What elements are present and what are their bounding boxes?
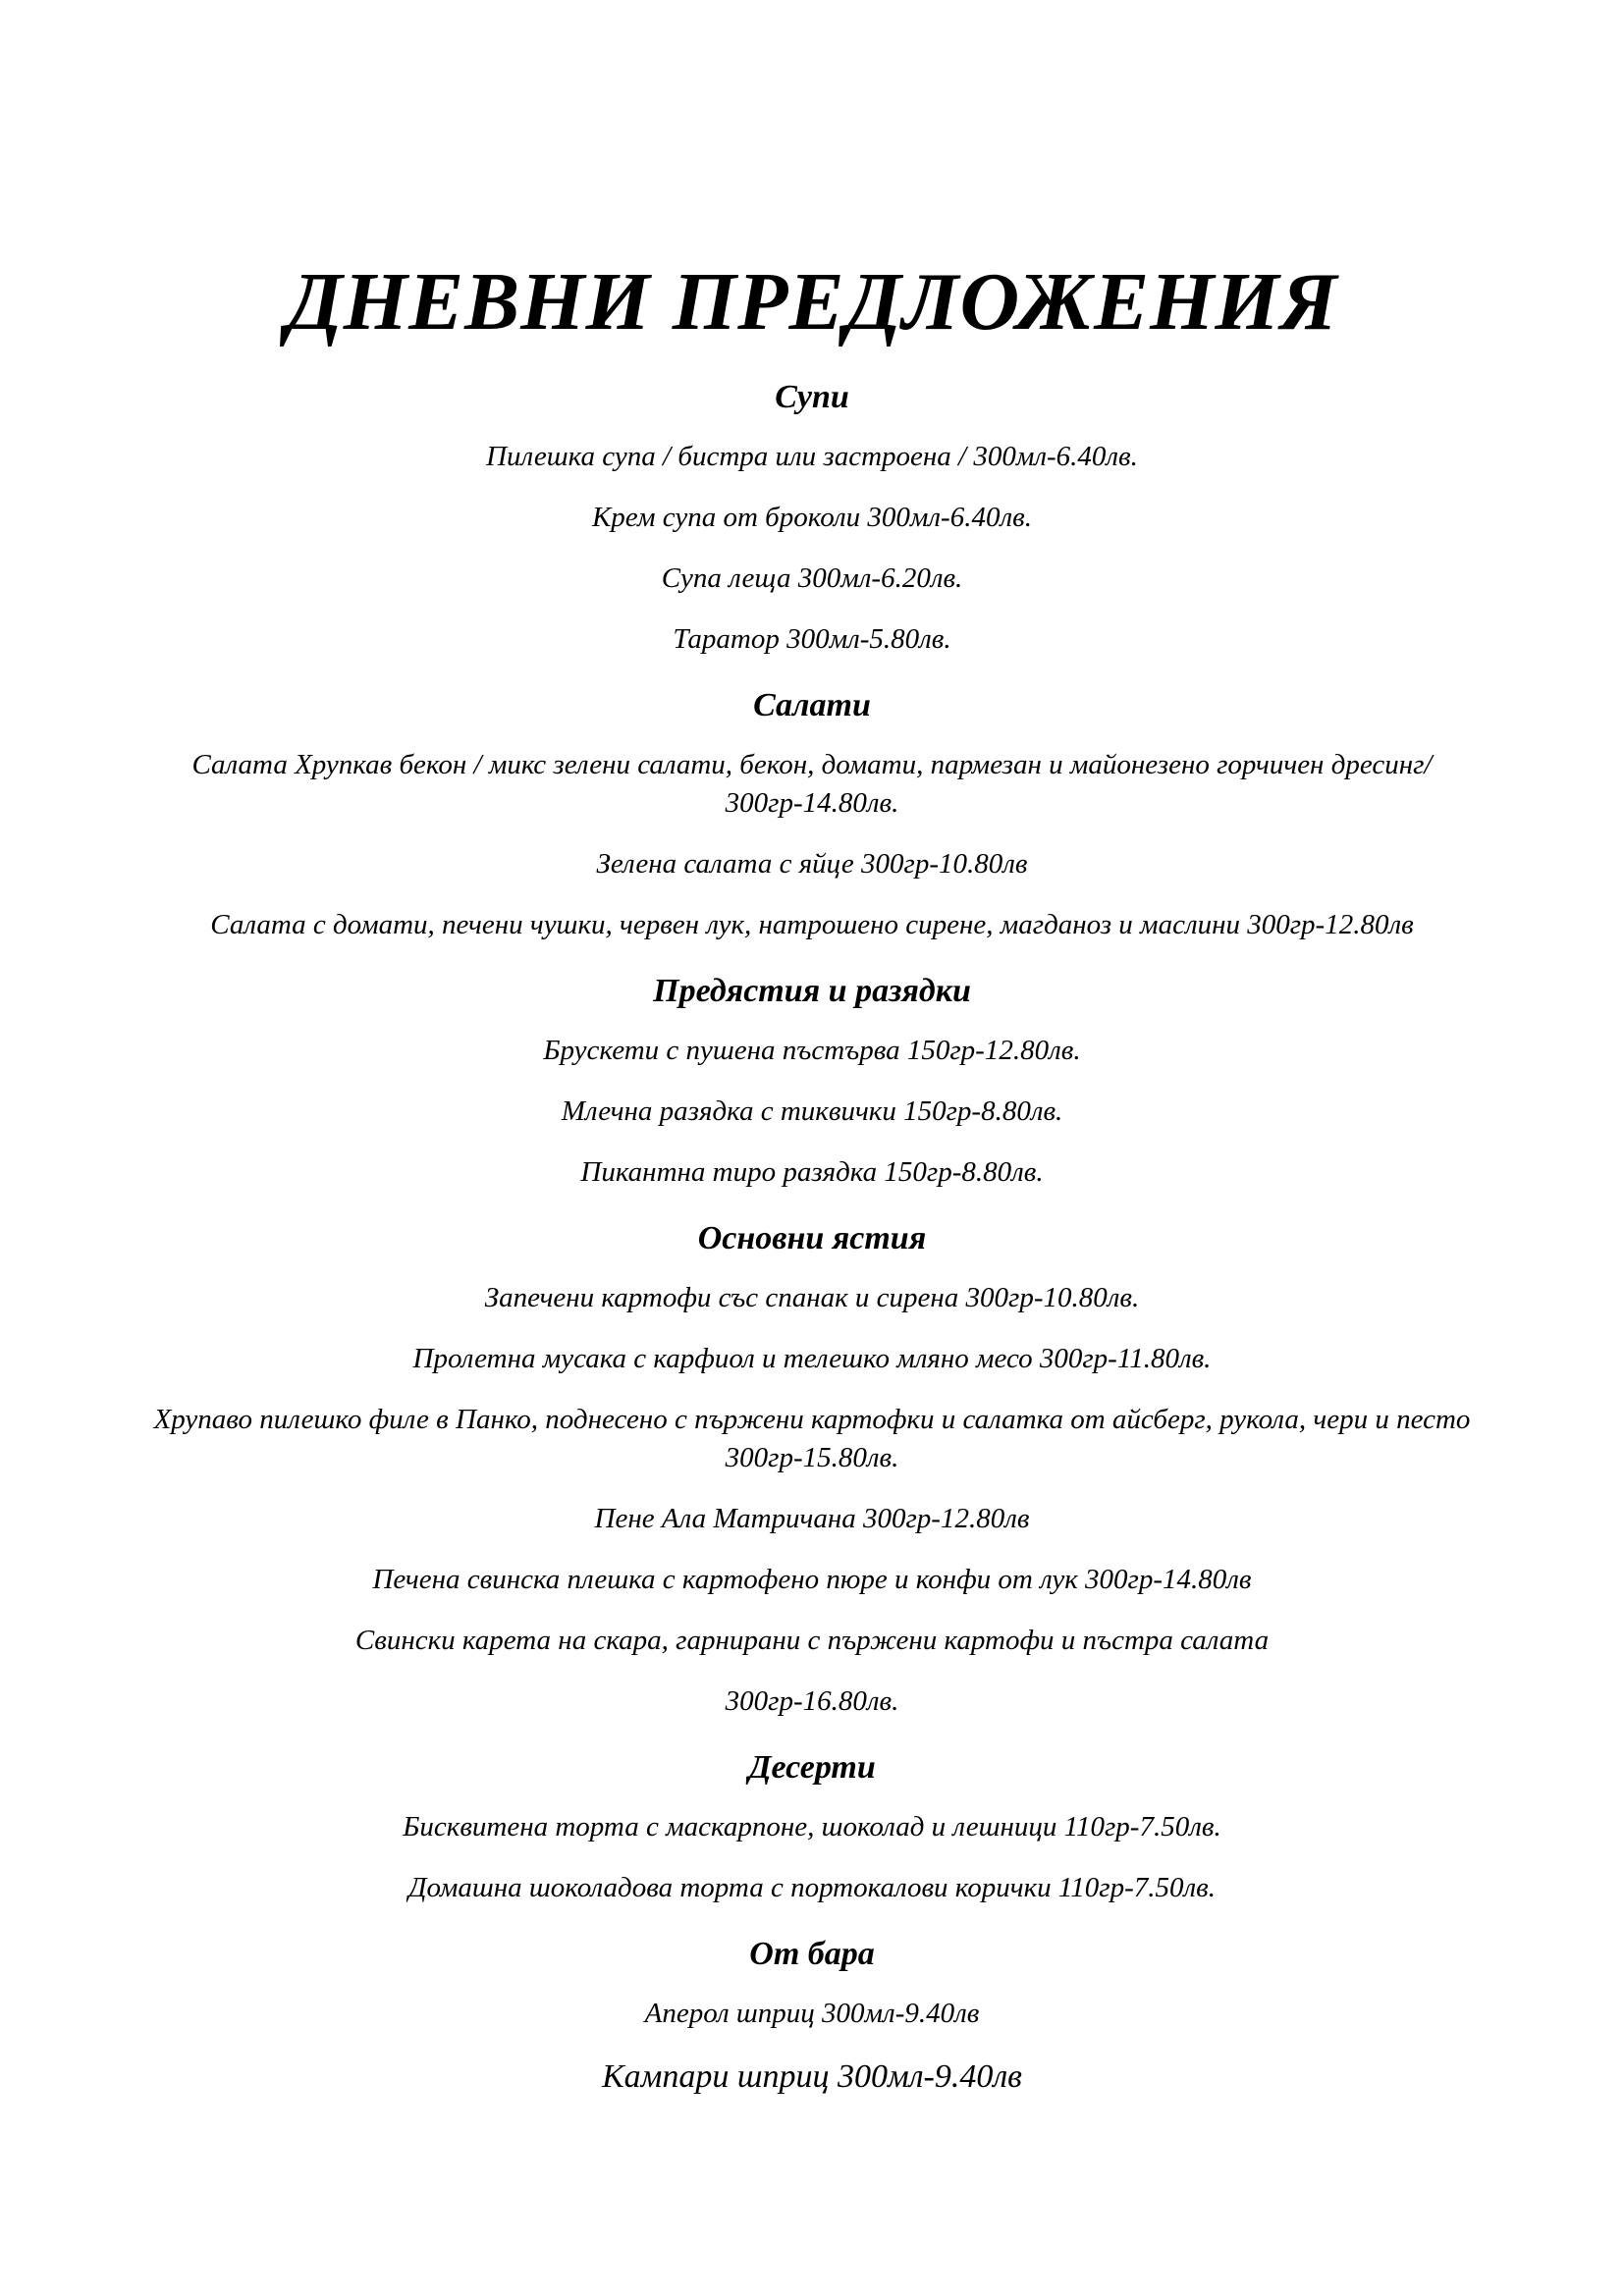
section-heading: Салати [753, 687, 871, 723]
menu-item: Печена свинска плешка с картофено пюре и конфи от лук 300гр-14.80лв [372, 1564, 1252, 1595]
menu-item: Млечна разядка с тиквички 150гр-8.80лв. [561, 1095, 1063, 1127]
section-heading: От бара [749, 1936, 875, 1972]
menu-item: Пролетна мусака с карфиол и телешко мляно месо 300гр-11.80лв. [412, 1343, 1212, 1374]
menu-item: Брускети с пушена пъстърва 150гр-12.80лв. [543, 1035, 1081, 1066]
menu-item: Салата с домати, печени чушки, червен лук, натрошено сирене, магданоз и маслини 300гр-12.80лв [210, 909, 1414, 940]
menu-item: Бисквитена торта с маскарпоне, шоколад и лешници 110гр-7.50лв. [403, 1811, 1221, 1842]
menu-item: Кампари шприц 300мл-9.40лв [602, 2058, 1022, 2095]
section-heading: Основни ястия [697, 1220, 927, 1256]
section-heading: Предястия и разядки [653, 973, 971, 1009]
section-desserts [147, 1743, 1477, 1907]
section-salads [147, 681, 1477, 944]
section-bar [147, 1930, 1477, 2099]
menu-item: 300гр-16.80лв. [725, 1685, 899, 1717]
page-title: ДНЕВНИ ПРЕДЛОЖЕНИЯ [286, 256, 1338, 347]
menu-item: Домашна шоколадова торта с портокалови корички 110гр-7.50лв. [408, 1872, 1216, 1903]
menu-item: Запечени картофи със спанак и сирена 300гр-10.80лв. [484, 1282, 1140, 1313]
menu-item: Аперол шприц 300мл-9.40лв [644, 1998, 980, 2029]
section-main-courses [147, 1214, 1477, 1721]
menu-item: Пене Ала Матричана 300гр-12.80лв [594, 1503, 1030, 1534]
section-starters [147, 967, 1477, 1192]
section-soups [147, 373, 1477, 659]
menu-item: Пилешка супа / бистра или застроена / 300мл-6.40лв. [486, 441, 1138, 472]
section-heading: Супи [775, 379, 849, 415]
menu-item: Хрупаво пилешко филе в Панко, поднесено с пържени картофки и салатка от айсберг, рукола, чери и песто 300гр-15.80лв. [153, 1404, 1471, 1473]
menu-item: Крем супа от броколи 300мл-6.40лв. [592, 502, 1032, 533]
menu-item: Салата Хрупкав бекон / микс зелени салати, бекон, домати, пармезан и майонезено горчичен дресинг/ 300гр-14.80лв. [191, 749, 1433, 819]
menu-item: Зелена салата с яйце 300гр-10.80лв [596, 848, 1028, 880]
menu-sections [147, 373, 1477, 2121]
menu-item: Супа леща 300мл-6.20лв. [661, 562, 963, 594]
menu-item: Пикантна тиро разядка 150гр-8.80лв. [580, 1156, 1044, 1188]
menu-item: Свински карета на скара, гарнирани с пържени картофи и пъстра салата [354, 1625, 1270, 1656]
section-heading: Десерти [748, 1749, 876, 1786]
menu-item: Таратор 300мл-5.80лв. [673, 623, 951, 655]
